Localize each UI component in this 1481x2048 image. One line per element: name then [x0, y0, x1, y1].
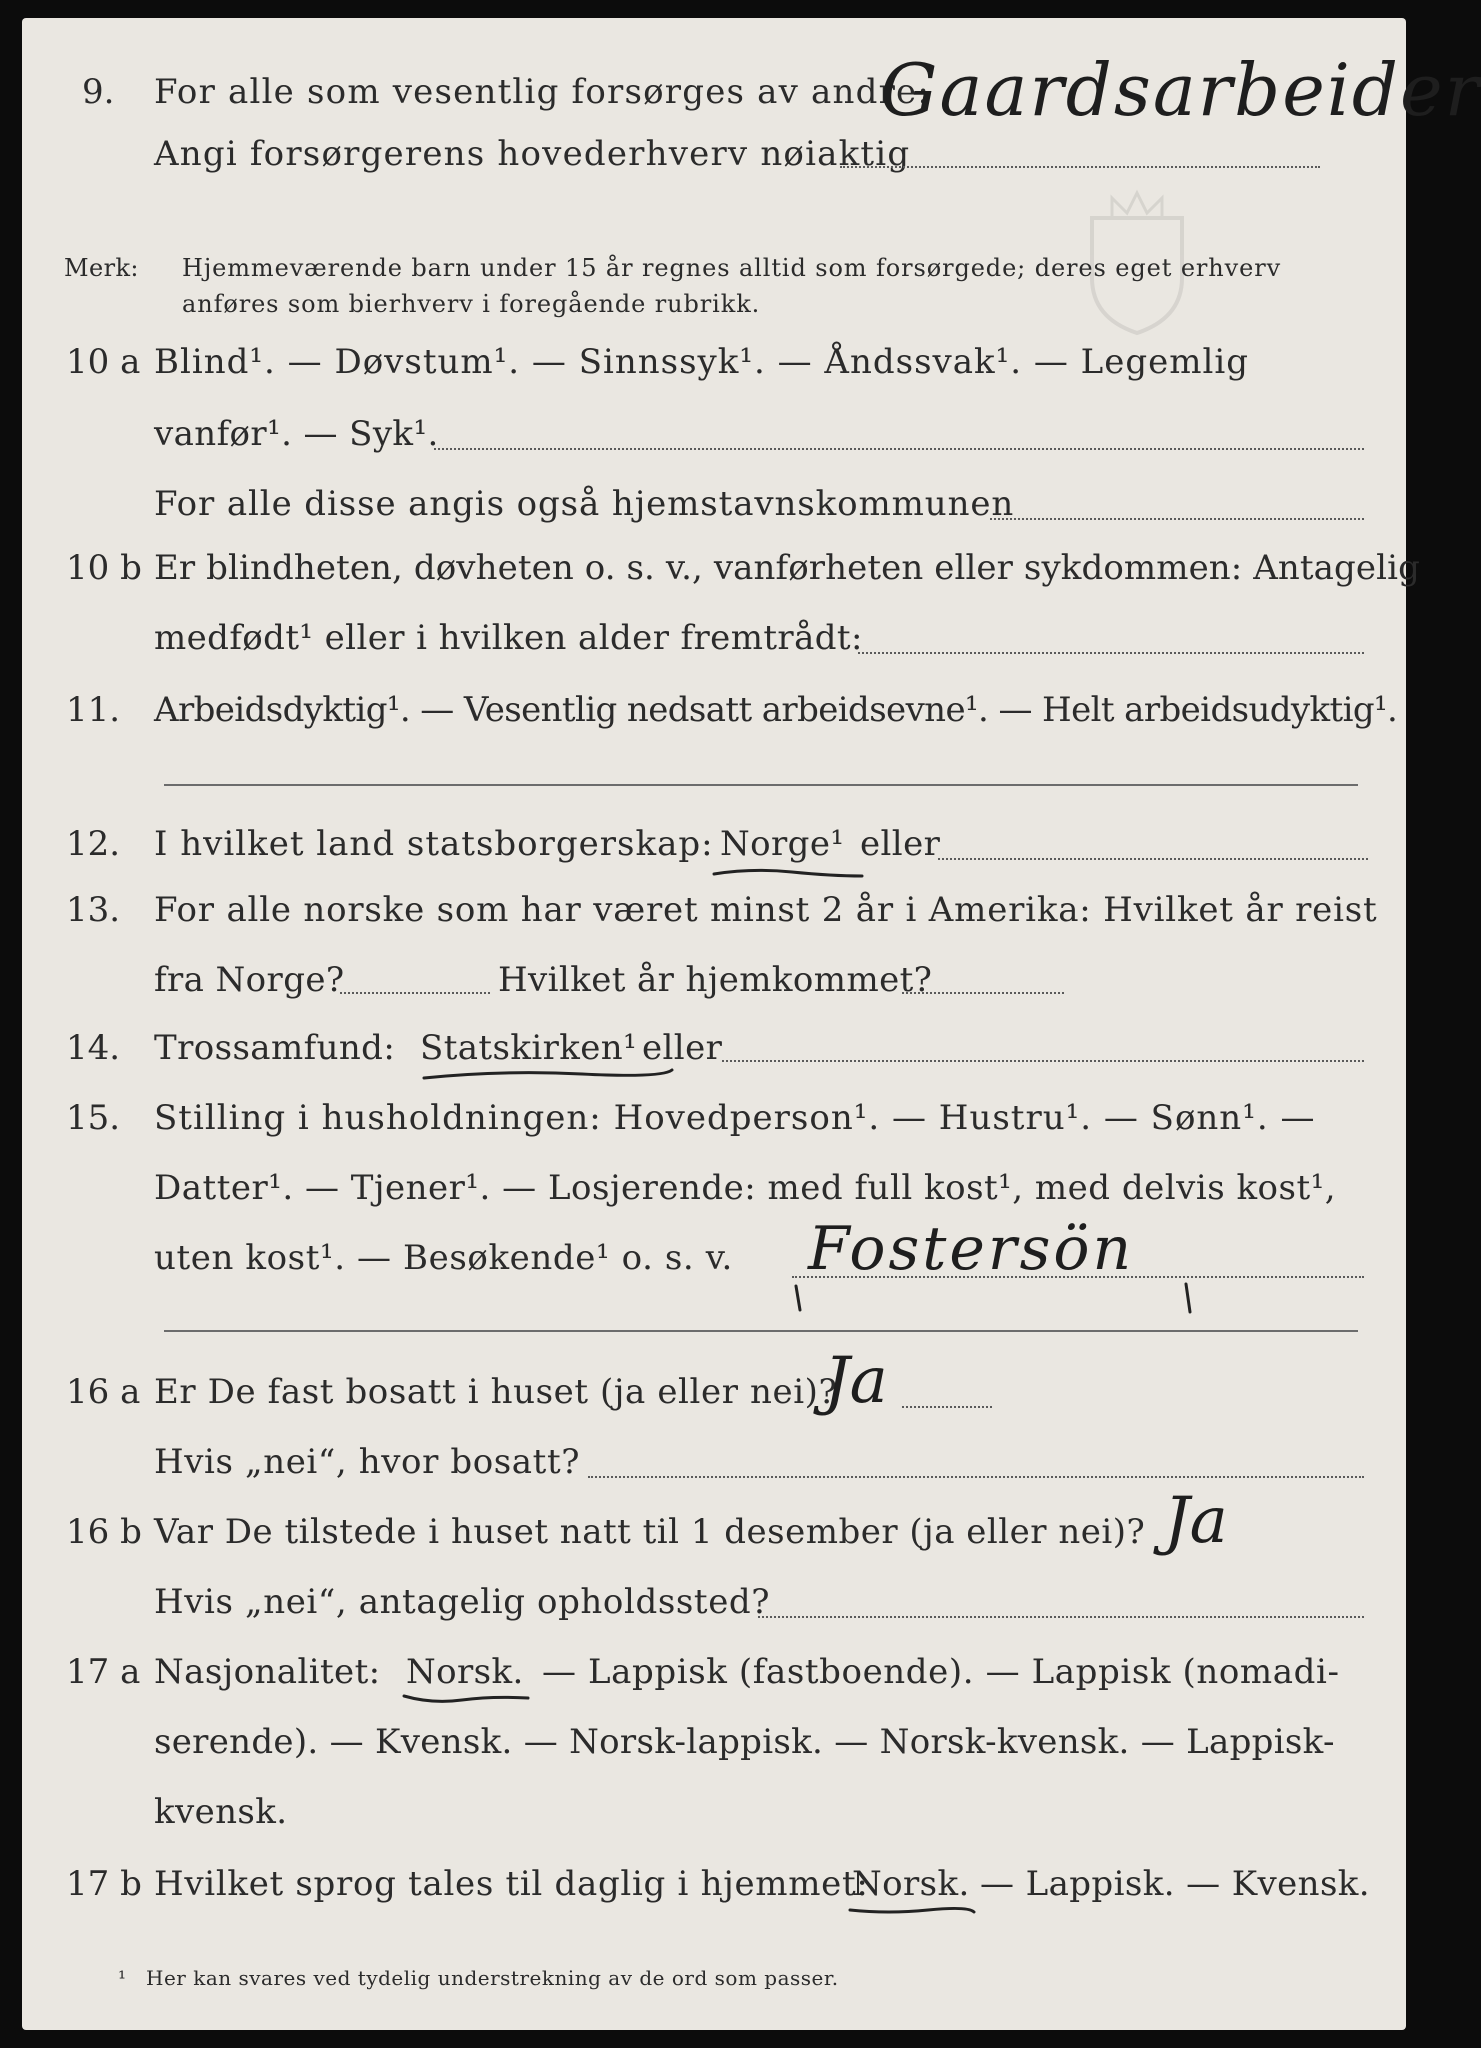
- question-text: Nasjonalitet:: [154, 1652, 381, 1692]
- question-text: medfødt¹ eller i hvilken alder fremtrådt:: [154, 618, 863, 658]
- handwritten-strokes: [786, 1282, 1206, 1318]
- question-text: Datter¹. — Tjener¹. — Losjerende: med full kost¹, med delvis kost¹,: [154, 1168, 1337, 1208]
- question-text: — Lappisk (fastboende). — Lappisk (nomadi-: [542, 1652, 1340, 1692]
- question-text: Trossamfund:: [154, 1028, 396, 1068]
- footnote-text: Her kan svares ved tydelig understrekning av de ord som passer.: [146, 1966, 839, 1990]
- answer-line: [902, 992, 1064, 994]
- section-divider: [164, 1330, 1358, 1332]
- option-norge: Norge¹: [720, 824, 845, 864]
- question-number: 10 b: [66, 548, 142, 588]
- answer-line: [938, 858, 1368, 860]
- question-text: — Lappisk. — Kvensk.: [980, 1864, 1371, 1904]
- answer-line: [858, 652, 1364, 654]
- question-text: Hvis „nei“, antagelig opholdssted?: [154, 1582, 771, 1622]
- section-divider: [164, 784, 1358, 786]
- option-other: eller: [642, 1028, 723, 1068]
- option-norsk: Norsk.: [852, 1864, 970, 1904]
- question-number: 14.: [66, 1028, 121, 1068]
- question-number: 15.: [66, 1098, 121, 1138]
- question-text: vanfør¹. — Syk¹.: [154, 414, 439, 454]
- handwritten-answer: Ja: [824, 1344, 888, 1418]
- handwritten-answer: Gaardsarbeider: [880, 48, 1481, 132]
- option-statskirken: Statskirken¹: [420, 1028, 638, 1068]
- answer-line: [840, 166, 1320, 168]
- question-text: I hvilket land statsborgerskap:: [154, 824, 714, 864]
- question-text: Er blindheten, døvheten o. s. v., vanførheten eller sykdommen: Antagelig: [154, 548, 1420, 588]
- answer-line: [722, 1060, 1364, 1062]
- handwritten-underline: [402, 1690, 532, 1710]
- question-text: Stilling i husholdningen: Hovedperson¹. — Hustru¹. — Sønn¹. —: [154, 1098, 1316, 1138]
- question-text: Var De tilstede i huset natt til 1 desember (ja eller nei)?: [154, 1512, 1146, 1552]
- question-text: Angi forsørgerens hovederhverv nøiaktig: [154, 134, 911, 174]
- question-number: 17 a: [66, 1652, 141, 1692]
- question-number: 9.: [82, 72, 115, 112]
- option-other: eller: [860, 824, 941, 864]
- answer-line: [990, 518, 1364, 520]
- question-text: Hvilket sprog tales til daglig i hjemmet:: [154, 1864, 869, 1904]
- note-text: anføres som bierhverv i foregående rubrikk.: [182, 290, 761, 318]
- answer-line: [588, 1476, 1364, 1478]
- question-number: 16 a: [66, 1372, 141, 1412]
- handwritten-answer: Fostersön: [808, 1214, 1135, 1284]
- answer-line: [434, 448, 1364, 450]
- option-norsk: Norsk.: [406, 1652, 524, 1692]
- question-text: kvensk.: [154, 1792, 288, 1832]
- handwritten-underline: [422, 1064, 682, 1086]
- answer-line: [758, 1616, 1364, 1618]
- note-text: Hjemmeværende barn under 15 år regnes alltid som forsørgede; deres eget erhverv: [182, 254, 1282, 282]
- note-label: Merk:: [64, 254, 139, 282]
- question-text: Blind¹. — Døvstum¹. — Sinnssyk¹. — Åndssvak¹. — Legemlig: [154, 342, 1249, 382]
- question-number: 17 b: [66, 1864, 142, 1904]
- question-text: Hvilket år hjemkommet?: [498, 960, 933, 1000]
- question-text: Er De fast bosatt i huset (ja eller nei)?: [154, 1372, 838, 1412]
- question-text: For alle norske som har været minst 2 år i Amerika: Hvilket år reist: [154, 890, 1378, 930]
- question-text: serende). — Kvensk. — Norsk-lappisk. — Norsk-kvensk. — Lappisk-: [154, 1722, 1335, 1762]
- answer-line: [340, 992, 490, 994]
- answer-line: [902, 1406, 992, 1408]
- census-form-page: [22, 18, 1481, 2030]
- handwritten-underline: [848, 1902, 978, 1922]
- handwritten-answer: Ja: [1164, 1484, 1228, 1558]
- question-number: 11.: [66, 690, 121, 730]
- question-text: Hvis „nei“, hvor bosatt?: [154, 1442, 581, 1482]
- footnote-mark: ¹: [118, 1966, 127, 1990]
- question-text: Arbeidsdyktig¹. — Vesentlig nedsatt arbeidsevne¹. — Helt arbeidsudyktig¹.: [154, 690, 1398, 730]
- question-text: For alle disse angis også hjemstavnskommunen: [154, 484, 1015, 524]
- question-text: For alle som vesentlig forsørges av andre:: [154, 72, 931, 112]
- handwritten-underline: [712, 864, 872, 884]
- question-number: 12.: [66, 824, 121, 864]
- question-text: uten kost¹. — Besøkende¹ o. s. v.: [154, 1238, 733, 1278]
- question-number: 16 b: [66, 1512, 142, 1552]
- question-number: 10 a: [66, 342, 141, 382]
- question-number: 13.: [66, 890, 121, 930]
- question-text: fra Norge?: [154, 960, 345, 1000]
